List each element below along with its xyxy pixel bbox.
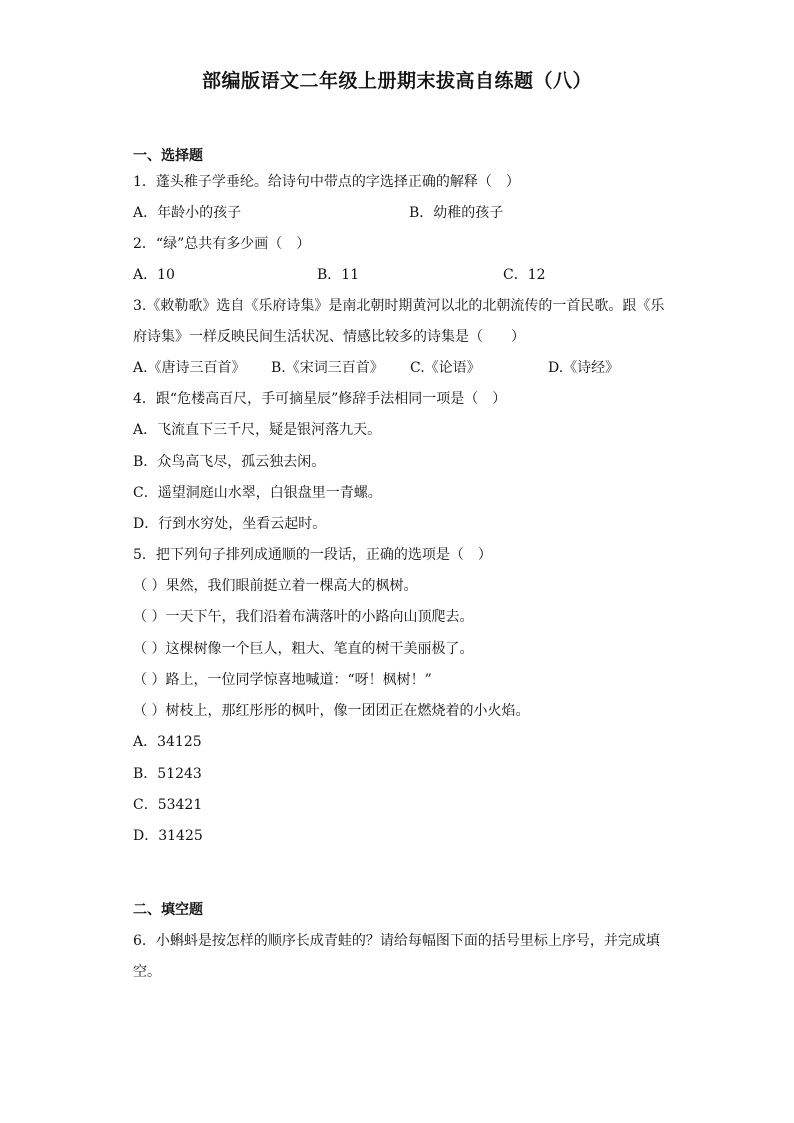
question-2-option-b: B．11 bbox=[317, 267, 360, 283]
question-2-stem: 2．“绿”总共有多少画（ ） bbox=[133, 236, 311, 252]
question-1-option-a: A．年龄小的孩子 bbox=[133, 205, 242, 221]
question-3-stem-line1: 3.《敕勒歌》选自《乐府诗集》是南北朝时期黄河以北的北朝流传的一首民歌。跟《乐 bbox=[133, 298, 665, 314]
question-2-option-c: C．12 bbox=[503, 267, 546, 283]
question-3-option-a: A.《唐诗三百首》 bbox=[133, 360, 246, 376]
question-2-option-a: A．10 bbox=[133, 267, 175, 283]
section-heading-fill: 二、填空题 bbox=[133, 902, 203, 918]
question-5-stem: 5．把下列句子排列成通顺的一段话，正确的选项是（ ） bbox=[133, 547, 492, 563]
question-5-option-b: B．51243 bbox=[133, 766, 202, 782]
question-4-option-a: A．飞流直下三千尺，疑是银河落九天。 bbox=[133, 422, 382, 438]
question-4-option-d: D．行到水穷处，坐看云起时。 bbox=[133, 516, 327, 532]
question-4-stem: 4．跟“危楼高百尺，手可摘星辰”修辞手法相同一项是（ ） bbox=[133, 391, 507, 407]
section-heading-choice: 一、选择题 bbox=[133, 148, 203, 164]
question-4-option-c: C．遥望洞庭山水翠，白银盘里一青螺。 bbox=[133, 485, 382, 501]
question-3-stem-line2: 府诗集》一样反映民间生活状况、情感比较多的诗集是（ ） bbox=[133, 329, 525, 345]
question-5-sentence-3: （ ）这棵树像一个巨人，粗大、笔直的树干美丽极了。 bbox=[133, 641, 474, 657]
question-1-option-b: B．幼稚的孩子 bbox=[409, 205, 504, 221]
question-4-option-b: B．众鸟高飞尽，孤云独去闲。 bbox=[133, 454, 326, 470]
question-3-option-c: C.《论语》 bbox=[410, 360, 481, 376]
question-3-option-d: D.《诗经》 bbox=[548, 360, 620, 376]
question-5-sentence-2: （ ）一天下午，我们沿着布满落叶的小路向山顶爬去。 bbox=[133, 609, 474, 625]
question-6-stem-line1: 6．小蝌蚪是按怎样的顺序长成青蛙的？请给每幅图下面的括号里标上序号，并完成填 bbox=[133, 933, 660, 949]
question-3-option-b: B.《宋词三百首》 bbox=[271, 360, 384, 376]
question-5-sentence-5: （ ）树枝上，那红彤彤的枫叶，像一团团正在燃烧着的小火焰。 bbox=[133, 703, 530, 719]
question-5-sentence-1: （ ）果然，我们眼前挺立着一棵高大的枫树。 bbox=[133, 578, 418, 594]
question-5-sentence-4: （ ）路上，一位同学惊喜地喊道：“呀！枫树！” bbox=[133, 672, 432, 688]
question-5-option-d: D．31425 bbox=[133, 828, 203, 844]
question-5-option-a: A．34125 bbox=[133, 734, 202, 750]
question-5-option-c: C．53421 bbox=[133, 797, 203, 813]
question-6-stem-line2: 空。 bbox=[133, 964, 161, 980]
question-1-stem: 1．蓬头稚子学垂纶。给诗句中带点的字选择正确的解释（ ） bbox=[133, 174, 520, 190]
page-title: 部编版语文二年级上册期末拔高自练题（八） bbox=[201, 70, 592, 92]
